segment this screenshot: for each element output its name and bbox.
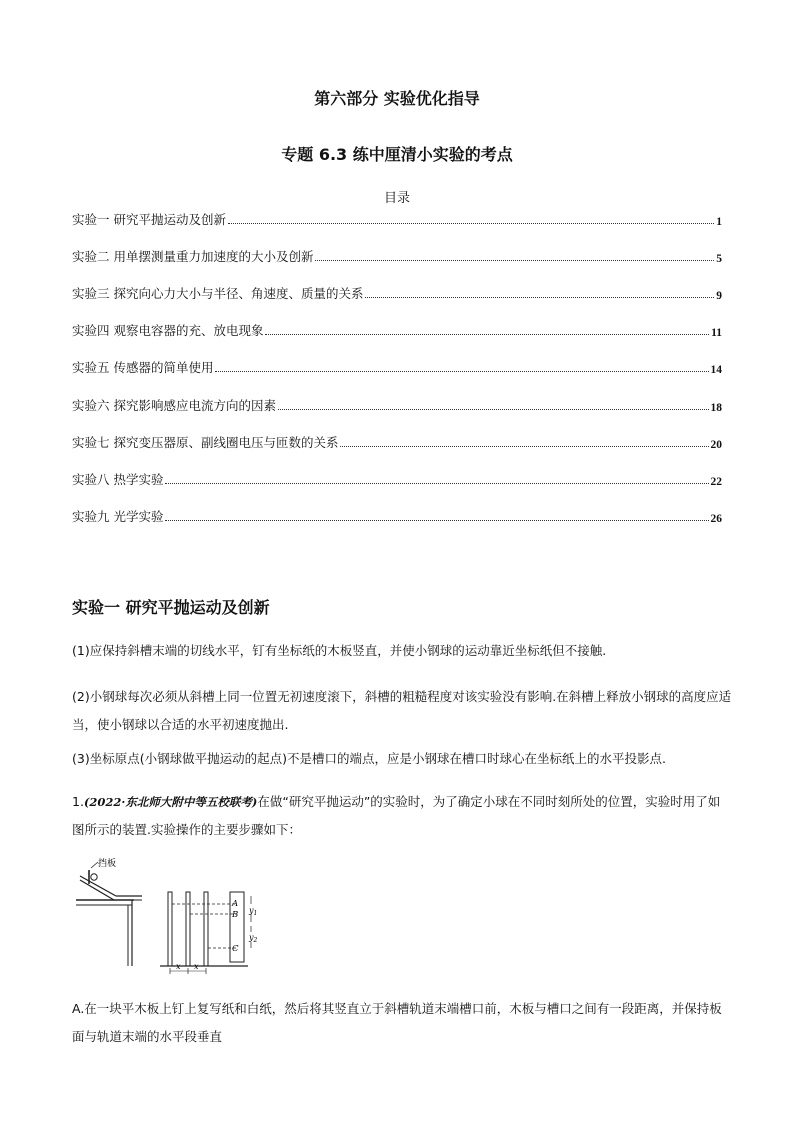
x2-label: x <box>194 962 199 971</box>
problem-1 <box>72 788 732 844</box>
key-point-2: (2)小钢球每次必须从斜槽上同一位置无初速度滚下，斜槽的粗糙程度对该实验没有影响.在斜槽上释放小钢球的高度应适当，使小钢球以合适的水平初速度抛出. <box>72 689 732 732</box>
problem-step-a: A.在一块平木板上钉上复写纸和白纸，然后将其竖直立于斜槽轨道末端槽口前，木板与槽口之间有一段距离，并保持板面与轨道末端的水平段垂直 <box>72 1001 722 1044</box>
toc-entry-page: 5 <box>716 253 722 265</box>
key-point-3: (3)坐标原点(小钢球做平抛运动的起点)不是槽口的端点，应是小钢球在槽口时球心在坐标纸上的水平投影点. <box>72 751 666 766</box>
toc-leader <box>215 371 708 372</box>
toc-entry-label: 实验一 研究平抛运动及创新 <box>72 212 226 227</box>
steel-ball <box>91 874 97 880</box>
toc-entry[interactable] <box>72 247 722 265</box>
point-c-label: C <box>232 944 239 954</box>
toc-entry[interactable] <box>72 210 722 228</box>
toc-entry-page: 1 <box>716 216 722 228</box>
toc-leader <box>165 483 708 484</box>
board-2 <box>186 892 190 966</box>
point-b-label: B <box>232 910 239 920</box>
baffle-label: 挡板 <box>98 859 117 869</box>
toc-entry-page: 11 <box>711 327 722 339</box>
point-a-label: A <box>232 899 239 909</box>
toc-entry-label: 实验四 观察电容器的充、放电现象 <box>72 323 264 338</box>
toc-entry-label: 实验九 光学实验 <box>72 509 164 524</box>
problem-text: 在做“研究平抛运动”的实验时，为了确定小球在不同时刻所处的位置，实验时用了如图所示的装置.实验操作的主要步骤如下： <box>72 794 721 837</box>
toc-entry[interactable] <box>72 433 722 451</box>
x1-label: x <box>176 962 181 971</box>
toc-entry[interactable] <box>72 507 722 525</box>
board-3 <box>204 892 208 966</box>
toc-leader <box>265 334 709 335</box>
y1-label: $y_1$ <box>249 906 258 917</box>
chute-bottom <box>80 880 114 900</box>
topic-title: 专题 6.3 练中厘清小实验的考点 <box>281 145 513 164</box>
toc-leader <box>165 520 708 521</box>
apparatus-figure <box>76 856 266 974</box>
toc-entry-label: 实验三 探究向心力大小与半径、角速度、质量的关系 <box>72 286 364 301</box>
toc-entry-label: 实验八 热学实验 <box>72 472 164 487</box>
toc-entry-label: 实验七 探究变压器原、副线圈电压与匝数的关系 <box>72 435 339 450</box>
toc-leader <box>340 446 708 447</box>
toc-entry-page: 9 <box>716 290 722 302</box>
problem-source: (2022·东北师大附中等五校联考) <box>83 795 258 809</box>
toc-leader <box>228 223 714 224</box>
toc-entry-label: 实验六 探究影响感应电流方向的因素 <box>72 398 276 413</box>
toc-entry-page: 22 <box>710 476 722 488</box>
toc-entry-page: 20 <box>710 439 722 451</box>
toc-leader <box>365 297 714 298</box>
toc-entry-page: 14 <box>710 364 722 376</box>
baffle-pointer <box>91 862 98 868</box>
part-title: 第六部分 实验优化指导 <box>314 89 480 108</box>
toc-heading: 目录 <box>383 191 410 206</box>
key-point-1: (1)应保持斜槽末端的切线水平，钉有坐标纸的木板竖直，并使小钢球的运动靠近坐标纸但不接触. <box>72 643 607 658</box>
toc-entry[interactable] <box>72 470 722 488</box>
section-heading: 实验一 研究平抛运动及创新 <box>72 598 270 617</box>
board-1 <box>168 892 172 966</box>
toc-entry-label: 实验五 传感器的简单使用 <box>72 360 214 375</box>
y2-label: $y_2$ <box>249 933 258 944</box>
chute-top <box>80 876 116 896</box>
problem-number: 1. <box>72 794 84 809</box>
toc-entry[interactable] <box>72 321 722 339</box>
toc-entry[interactable] <box>72 358 722 376</box>
toc-leader <box>278 409 709 410</box>
toc-entry[interactable] <box>72 284 722 302</box>
toc-entry-label: 实验二 用单摆测量重力加速度的大小及创新 <box>72 249 314 264</box>
toc-entry-page: 18 <box>710 402 722 414</box>
toc-leader <box>315 260 714 261</box>
toc-entry-page: 26 <box>710 513 722 525</box>
toc-entry[interactable] <box>72 396 722 414</box>
